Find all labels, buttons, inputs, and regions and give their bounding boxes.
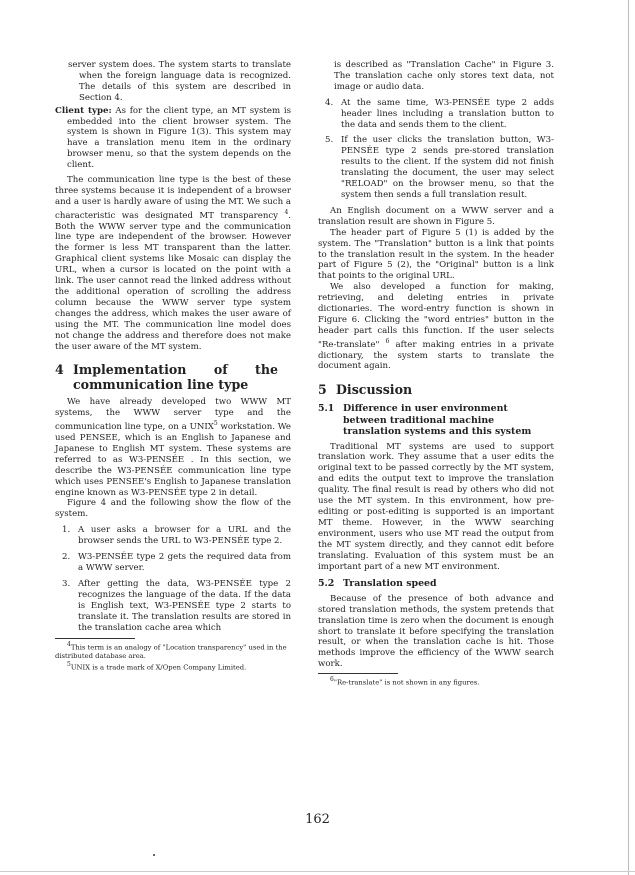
section-heading-5 <box>318 382 554 397</box>
list-item <box>55 579 291 634</box>
subsection-heading-5-2 <box>318 578 554 589</box>
subsection-number: 5.2 <box>318 578 335 590</box>
footnote-mark: 4 <box>67 641 71 649</box>
translation-cache-continued: is described as "Translation Cache" in Figure 3. The translation cache only stores text data, not image or audio data. <box>334 60 554 92</box>
paragraph-text: The communication line type is the best of these three systems because it is independent of a browser and a user is hardly aware of using the MT. We such a characteristic was designated MT transparency <box>55 175 291 221</box>
footnote-text: "Re-translate" is not shown in any figures. <box>333 678 480 687</box>
paragraph-text: workstation. We used PENSEE, which is an English to Japanese and Japanese to English MT system. These systems are referred to as W3-PENSÉE . In this section, we describe the W3-PENSÉE communication line type which uses PENSEE's English to Japanese translation engine known as W3-PENSÉE type 2 in detail. <box>55 422 291 498</box>
paragraph-text: We also developed a function for making, retrieving, and deleting entries in private dictionaries. The word-entry function is shown in Figure 6. Clicking the "word entries" button in the header part calls this function. If the user selects "Re-translate" <box>318 282 554 350</box>
right-column <box>318 60 554 687</box>
footnote-mark: 5 <box>67 660 71 668</box>
section-title: Implementation of the communication line type <box>73 362 278 393</box>
paragraph-header-part: The header part of Figure 5 (1) is added by the system. The "Translation" button is a link that points to the translation result in the system. In the header part of Figure 5 (2), the "Original" button is a link that points to the original URL. <box>318 227 554 282</box>
list-text: At the same time, W3-PENSÉE type 2 adds header lines including a translation button to the data and sends them to the client. <box>341 97 554 130</box>
flow-steps-list <box>55 525 291 633</box>
list-item <box>55 525 291 547</box>
footnote-mark: 6 <box>330 676 334 684</box>
list-number: 4. <box>325 97 334 108</box>
list-text: If the user clicks the translation button, W3-PENSÉE type 2 sends pre-stored translation results to the client. If the system did not finish translating the document, the user may select "RELOAD" on the browser menu, so that the system then sends a full translation result. <box>341 135 554 200</box>
footnote-4 <box>55 641 291 660</box>
page-number: 162 <box>305 812 330 827</box>
footnote-ref-6: 6 <box>385 337 390 345</box>
system-description-continued: server system does. The system starts to translate when the foreign language data is recognized. The details of this system are described in Section 4. <box>68 60 291 103</box>
page-border-bottom <box>0 871 635 872</box>
footnote-text: UNIX is a trade mark of X/Open Company Limited. <box>70 663 247 672</box>
paragraph-implementation <box>55 397 291 498</box>
paragraph-communication-line <box>55 175 291 352</box>
subsection-title: Translation speed <box>343 578 437 590</box>
page-border-right <box>628 0 629 875</box>
footnote-5 <box>55 661 291 672</box>
section-number: 4 <box>55 362 64 378</box>
list-number: 3. <box>62 578 71 589</box>
paragraph-text: We have already developed two WWW MT systems, the WWW server type and the communication line type, on a UNIX <box>55 397 291 433</box>
subsection-number: 5.1 <box>318 403 335 415</box>
paragraph-figure5: An English document on a WWW server and a translation result are shown in Figure 5. <box>318 205 554 227</box>
paragraph-traditional-mt: Traditional MT systems are used to support translation work. They assume that a user edits the original text to be passed correctly by the MT system, and edits the output text to improve the translation quality. The final result is read by others who did not use the MT system. In this environment, how pre-editing or post-editing is supported is an important MT theme. However, in the WWW searching environment, users who use MT read the output from the MT system directly, and they cannot edit before translating. Evaluation of this system must be an important part of a new MT environment. <box>318 441 554 572</box>
stray-dot-mark <box>153 854 155 856</box>
client-type-text: As for the client type, an MT system is embedded into the client browser system. The system is shown in Figure 1(3). This system may have a translation menu item in the ordinary browser menu, so that the system depends on the client. <box>67 105 291 171</box>
section-heading-4 <box>55 362 291 392</box>
client-type-term: Client type: <box>55 105 112 116</box>
flow-steps-list-continued <box>318 98 554 201</box>
paragraph-translation-speed: Because of the presence of both advance and stored translation methods, the system pretends that translation time is zero when the document is enough short to translate it before specifying the translation result, or when the translation cache is hit. Those methods improve the efficiency of the WWW search work. <box>318 593 554 670</box>
footnote-ref-5: 5 <box>213 420 218 428</box>
subsection-title: Difference in user environment between traditional machine translation systems and this system <box>343 403 532 438</box>
section-title: Discussion <box>336 382 413 398</box>
list-text: A user asks a browser for a URL and the browser sends the URL to W3-PENSÉE type 2. <box>78 525 291 547</box>
list-item <box>318 98 554 131</box>
paragraph-dictionary <box>318 282 554 372</box>
footnote-text: This term is an analogy of "Location transparency" used in the distributed database area. <box>55 643 287 661</box>
footnote-ref-4: 4 <box>284 208 289 216</box>
paragraph-text: after making entries in a private dictionary, the system starts to translate the document again. <box>318 339 554 372</box>
list-item <box>318 135 554 200</box>
footnote-rule <box>318 673 398 674</box>
subsection-heading-5-1 <box>318 403 554 437</box>
paragraph-text: . Both the WWW server type and the communication line type are independent of the browser. However the former is less MT transparent than the latter. Graphical client systems like Mosaic can display the URL, when a cursor is located on the point with a link. The user cannot read the linked address without the additional operation of scrolling the address column because the WWW server type system changes the address, which makes the user aware of using the MT. The communication line model does not change the address and therefore does not make the user aware of the MT system. <box>55 210 291 352</box>
list-text: After getting the data, W3-PENSÉE type 2 recognizes the language of the data. If the data is English text, W3-PENSÉE type 2 starts to translate it. The translation results are stored in the translation cache area which <box>78 578 291 633</box>
paragraph-flow-intro: Figure 4 and the following show the flow of the system. <box>55 498 291 520</box>
list-number: 5. <box>325 135 334 146</box>
section-number: 5 <box>318 382 327 398</box>
list-number: 1. <box>62 525 71 536</box>
footnote-rule <box>55 638 135 639</box>
footnote-6 <box>318 676 554 687</box>
list-text: W3-PENSÉE type 2 gets the required data from a WWW server. <box>78 552 291 573</box>
list-item <box>55 552 291 574</box>
left-column <box>55 60 291 672</box>
list-number: 2. <box>62 552 71 563</box>
client-type-paragraph <box>55 106 291 171</box>
